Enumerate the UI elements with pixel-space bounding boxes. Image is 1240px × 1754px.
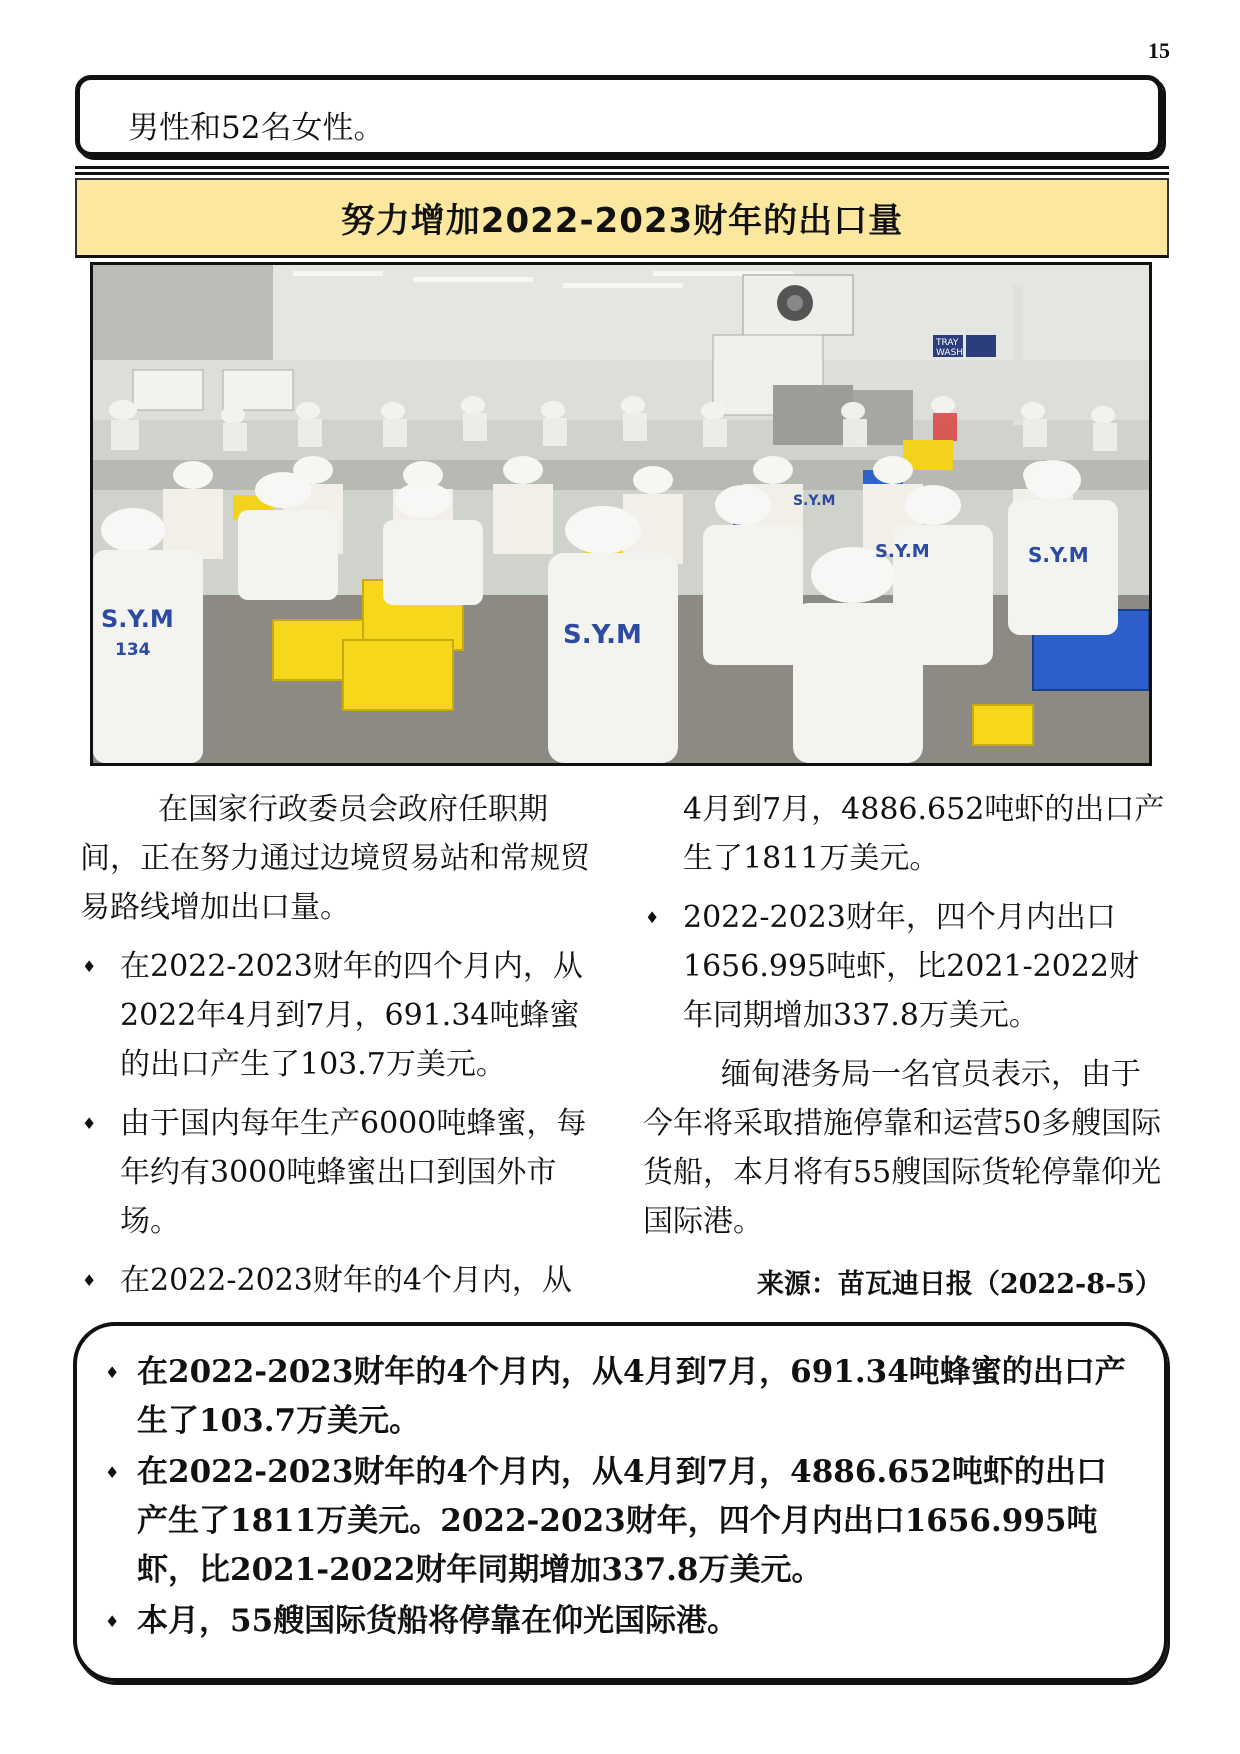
summary-item-shrimp — [105, 1448, 1134, 1595]
shirt-label-4: S.Y.M — [1028, 543, 1089, 567]
diamond-bullet-icon: ♦ — [105, 1363, 120, 1382]
continuation-box — [75, 75, 1163, 157]
shirt-label-5: S.Y.M — [793, 493, 836, 509]
diamond-bullet-icon: ♦ — [105, 1612, 120, 1631]
source-credit: 来源：苗瓦迪日报（2022-8-5） — [756, 1269, 1162, 1300]
bullet-text: 2022-2023财年，四个月内出口1656.995吨虾，比2021-2022财年同期增加337.8万美元。 — [683, 900, 1139, 1033]
shirt-number: 134 — [115, 640, 151, 660]
factory-photo — [90, 262, 1152, 766]
divider-rule-2 — [75, 172, 1169, 175]
shirt-label-1: S.Y.M — [101, 605, 174, 633]
summary-text: 在2022-2023财年的4个月内，从4月到7月，4886.652吨虾的出口产生了1811万美元。2022-2023财年，四个月内出口1656.995吨虾，比2021-2022财年同期增加337.8万美元。 — [137, 1454, 1107, 1588]
factory-photo-illustration — [93, 265, 1149, 763]
article-left-column — [80, 785, 605, 1305]
shirt-label-3: S.Y.M — [875, 541, 930, 562]
bullet-text: 在2022-2023财年的四个月内，从2022年4月到7月，691.34吨蜂蜜的出口产生了103.7万美元。 — [120, 949, 583, 1082]
diamond-bullet-icon: ♦ — [82, 1271, 97, 1290]
summary-item-honey — [105, 1348, 1134, 1446]
port-paragraph: 缅甸港务局一名官员表示，由于今年将采取措施停靠和运营50多艘国际货船，本月将有55艘国际货轮停靠仰光国际港。 — [643, 1057, 1162, 1239]
sign-label-2: WASH — [936, 348, 964, 358]
shrimp-export-continuation: 4月到7月，4886.652吨虾的出口产生了1811万美元。 — [683, 792, 1165, 876]
article-right-column — [643, 785, 1168, 1246]
bullet-text: 在2022-2023财年的4个月内，从 — [120, 1263, 572, 1298]
divider-rule — [75, 166, 1169, 169]
diamond-bullet-icon: ♦ — [82, 1114, 97, 1133]
summary-text: 本月，55艘国际货船将停靠在仰光国际港。 — [137, 1603, 739, 1639]
diamond-bullet-icon: ♦ — [82, 957, 97, 976]
intro-paragraph: 在国家行政委员会政府任职期间，正在努力通过边境贸易站和常规贸易路线增加出口量。 — [80, 792, 590, 925]
bullet-shrimp-increase — [643, 893, 1168, 1040]
bullet-shrimp-export-start — [80, 1256, 605, 1305]
headline-banner — [75, 178, 1169, 258]
summary-box — [73, 1322, 1168, 1682]
diamond-bullet-icon: ♦ — [105, 1463, 120, 1482]
diamond-bullet-icon: ♦ — [645, 908, 660, 927]
summary-item-port — [105, 1597, 1134, 1646]
summary-list — [105, 1348, 1134, 1648]
bullet-honey-production — [80, 1099, 605, 1246]
bullet-text: 由于国内每年生产6000吨蜂蜜，每年约有3000吨蜂蜜出口到国外市场。 — [120, 1106, 587, 1239]
headline: 努力增加2022-2023财年的出口量 — [340, 201, 904, 241]
continuation-text: 男性和52名女性。 — [128, 110, 385, 146]
sign-label-1: TRAY — [936, 338, 959, 348]
bullet-honey-export — [80, 942, 605, 1089]
summary-text: 在2022-2023财年的4个月内，从4月到7月，691.34吨蜂蜜的出口产生了103.7万美元。 — [137, 1354, 1126, 1439]
page-number: 15 — [1148, 38, 1170, 63]
shirt-label-2: S.Y.M — [563, 620, 642, 650]
